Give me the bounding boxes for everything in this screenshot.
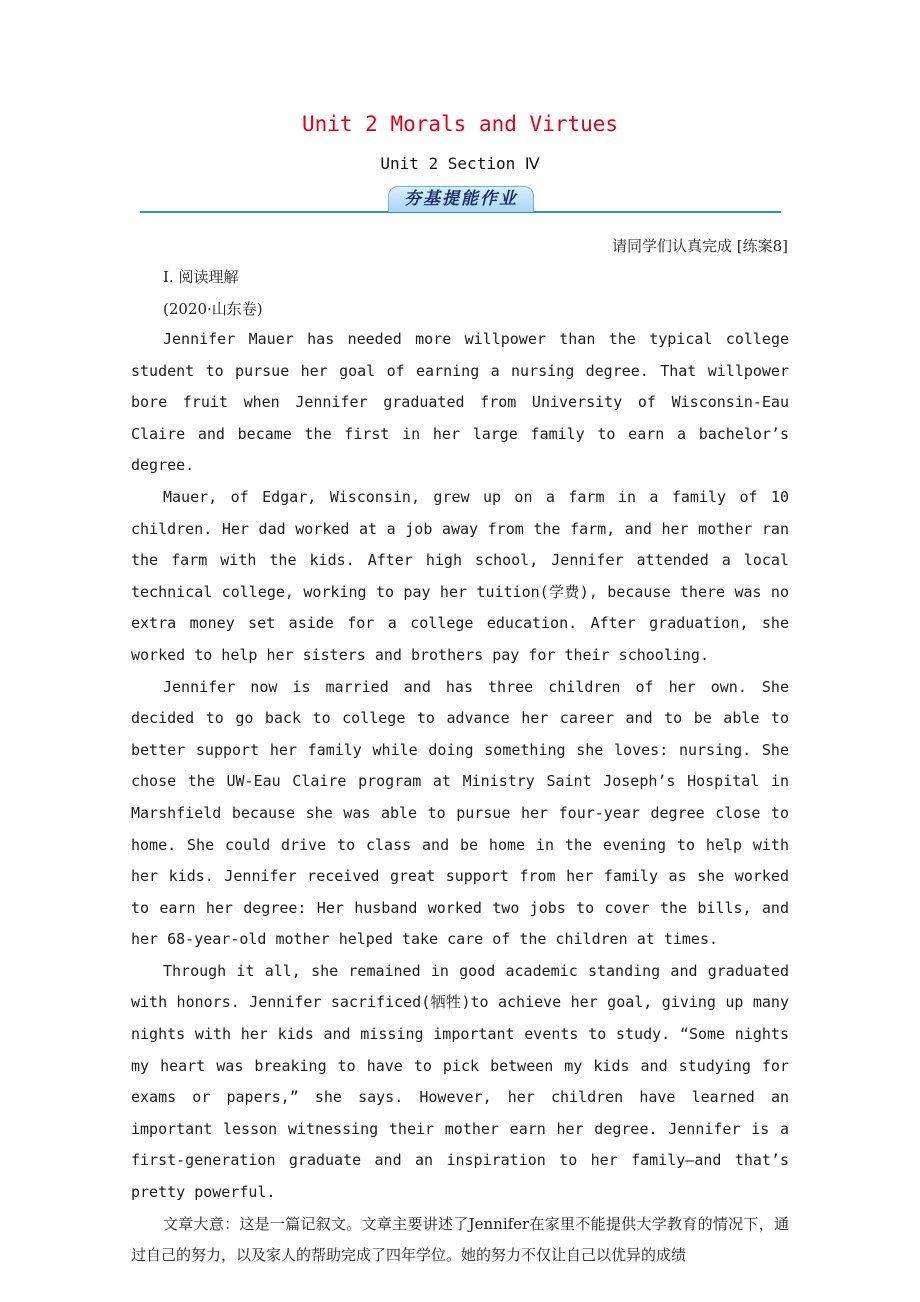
section-heading: Ⅰ. 阅读理解	[163, 268, 239, 286]
passage-paragraph: Jennifer now is married and has three children of her own. She decided to go back to college to advance her career and to be able to better support her family while doing something she loves: nursing. She chose the UW-Eau Claire program at Ministry Saint Joseph’s Hospital in Marshfield because she was able to pursue her four-year degree close to home. She could drive to class and be home in the evening to help with her kids. Jennifer received great support from her family as she worked to earn her degree: Her husband worked two jobs to cover the bills, and her 68-year-old mother helped take care of the children at times.	[131, 677, 789, 949]
passage-paragraph: Through it all, she remained in good academic standing and graduated with honors. Jennifer sacrificed(牺牲)to achieve her goal, giving up many nights with her kids and missing important events to study. “Some nights my heart was breaking to have to pick between my kids and studying for exams or papers,” she says. However, her children have learned an important lesson witnessing their mother earn her degree. Jennifer is a first-generation graduate and an inspiration to her family—and that’s pretty powerful.	[131, 961, 789, 1202]
passage-paragraph: Jennifer Mauer has needed more willpower than the typical college student to pursue her goal of earning a nursing degree. That willpower bore fruit when Jennifer graduated from University of Wisconsin-Eau Claire and became the first in her large family to earn a bachelor’s degree.	[131, 330, 789, 475]
homework-banner	[140, 186, 781, 214]
passage-summary: 文章大意：这是一篇记叙文。文章主要讲述了Jennifer在家里不能提供大学教育的情况下，通过自己的努力，以及家人的帮助完成了四年学位。她的努力不仅让自己以优异的成绩	[131, 1214, 789, 1265]
passage-source: (2020·山东卷)	[163, 300, 263, 318]
unit-title: Unit 2 Morals and Virtues	[301, 112, 619, 136]
reading-passage	[131, 324, 789, 1272]
banner-label: 夯基提能作业	[388, 186, 534, 212]
section-subtitle: Unit 2 Section Ⅳ	[380, 154, 540, 173]
practice-reference: 请同学们认真完成 [练案8]	[611, 237, 788, 255]
passage-paragraph: Mauer, of Edgar, Wisconsin, grew up on a farm in a family of 10 children. Her dad worked at a job away from the farm, and her mother ran the farm with the kids. After high school, Jennifer attended a local technical college, working to pay her tuition(学费), because there was no extra money set aside for a college education. After graduation, she worked to help her sisters and brothers pay for their schooling.	[131, 487, 789, 664]
